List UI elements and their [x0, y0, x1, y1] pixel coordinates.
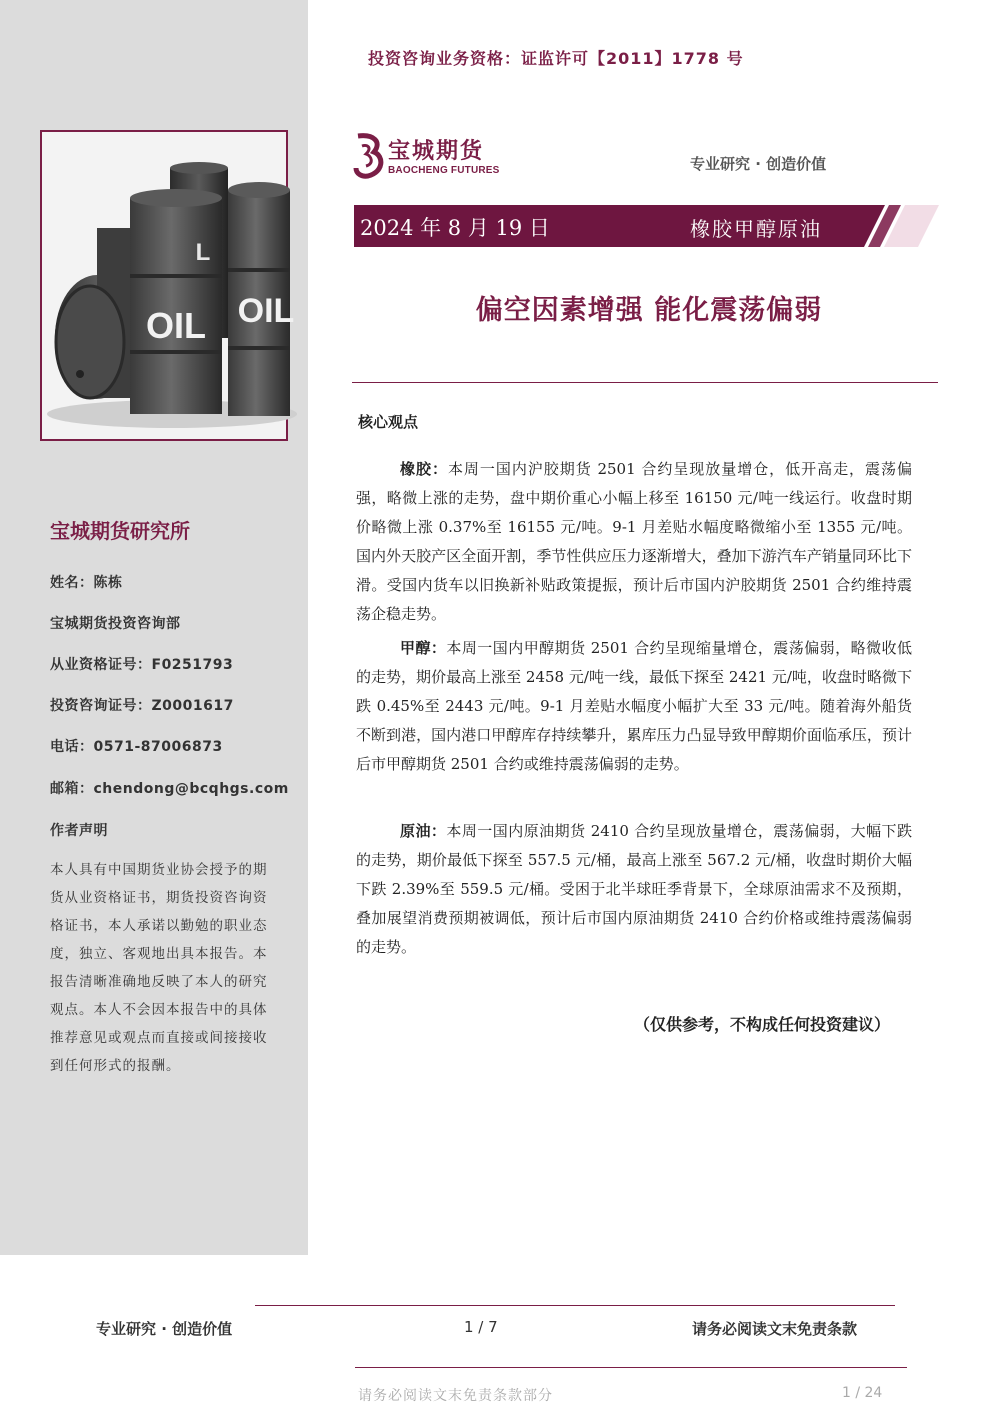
footer-sub-notice: 请务必阅读文末免责条款部分 [358, 1388, 553, 1404]
oil-barrels-image [42, 132, 295, 439]
report-topic: 橡胶甲醇原油 [690, 217, 822, 241]
license-text: 投资咨询业务资格：证监许可【2011】1778 号 [368, 49, 744, 68]
statement-title: 作者声明 [50, 823, 108, 839]
footer-sub-page: 1 / 24 [842, 1385, 883, 1401]
paragraph-text: 本周一国内沪胶期货 2501 合约呈现放量增仓，低开高走，震荡偏强，略微上涨的走势，盘中期价重心小幅上移至 16150 元/吨一线运行。收盘时期价略微上涨 0.37%至 16155 元/吨。9-1 月差贴水幅度略微缩小至 1355 元/吨。国内外天胶产区全面开割，季节性供应压力逐渐增大，叠加下游汽车产销量同环比下滑。受国内货车以旧换新补贴政策提振，预计后市国内沪胶期货 2501 合约维持震荡企稳走势。 [356, 460, 912, 623]
paragraph-methanol [356, 634, 912, 779]
hero-image [40, 130, 295, 441]
paragraph-text: 本周一国内甲醇期货 2501 合约呈现缩量增仓，震荡偏弱，略微收低的走势，期价最高上涨至 2458 元/吨一线，最低下探至 2421 元/吨，收盘时略微下跌 0.45%至 2443 元/吨。9-1 月差贴水幅度小幅扩大至 33 元/吨。随着海外船货不断到港，国内港口甲醇库存持续攀升，累库压力凸显导致甲醇期价面临承压，预计后市甲醇期货 2501 合约或维持震荡偏弱的走势。 [356, 639, 912, 773]
company-logo [352, 132, 517, 182]
author-email[interactable]: 邮箱：chendong@bcqhgs.com [50, 781, 289, 797]
banner-stripes-icon [855, 205, 945, 247]
author-phone: 电话：0571-87006873 [50, 739, 223, 755]
barrel-label-back: L [195, 239, 211, 266]
institute-name: 宝城期货研究所 [50, 519, 190, 543]
page-number: 1 / 7 [464, 1318, 498, 1336]
section-title: 核心观点 [358, 413, 419, 431]
author-department: 宝城期货投资咨询部 [50, 616, 181, 632]
header-slogan: 专业研究 · 创造价值 [690, 155, 827, 173]
divider [352, 382, 938, 383]
footer-divider [255, 1305, 895, 1306]
advisory-certificate: 投资咨询证号：Z0001617 [50, 698, 234, 714]
paragraph-crude-oil [356, 817, 912, 962]
paragraph-text: 本周一国内原油期货 2410 合约呈现放量增仓，震荡偏弱，大幅下跌的走势，期价最低下探至 557.5 元/桶，最高上涨至 567.2 元/桶，收盘时期价大幅下跌 2.39%至 559.5 元/桶。受困于北半球旺季背景下，全球原油需求不及预期，叠加展望消费预期被调低，预计后市国内原油期货 2410 合约价格或维持震荡偏弱的走势。 [356, 822, 912, 956]
report-date: 2024 年 8 月 19 日 [360, 216, 550, 240]
footer-notice: 请务必阅读文末免责条款 [692, 1320, 858, 1338]
footer-slogan: 专业研究 · 创造价值 [96, 1320, 233, 1338]
author-name: 姓名：陈栋 [50, 575, 123, 591]
logo-text-en: BAOCHENG FUTURES [388, 165, 500, 176]
report-headline: 偏空因素增强 能化震荡偏弱 [475, 295, 823, 326]
practice-certificate: 从业资格证号：F0251793 [50, 657, 234, 673]
paragraph-rubber [356, 455, 912, 629]
barrel-label: OIL [146, 305, 206, 346]
paragraph-label: 甲醇： [400, 639, 447, 657]
paragraph-label: 原油： [400, 822, 447, 840]
footer-divider-2 [355, 1367, 907, 1368]
logo-text-cn: 宝城期货 [388, 139, 485, 164]
author-statement: 本人具有中国期货业协会授予的期货从业资格证书，期货投资咨询资格证书，本人承诺以勤勉的职业态度，独立、客观地出具本报告。本报告清晰准确地反映了本人的研究观点。本人不会因本报告中的具体推荐意见或观点而直接或间接接收到任何形式的报酬。 [50, 862, 268, 1074]
disclaimer: （仅供参考，不构成任何投资建议） [634, 1015, 891, 1034]
paragraph-label: 橡胶： [400, 460, 448, 478]
logo-mark-icon [352, 132, 386, 180]
barrel-label-right: OIL [237, 292, 295, 330]
